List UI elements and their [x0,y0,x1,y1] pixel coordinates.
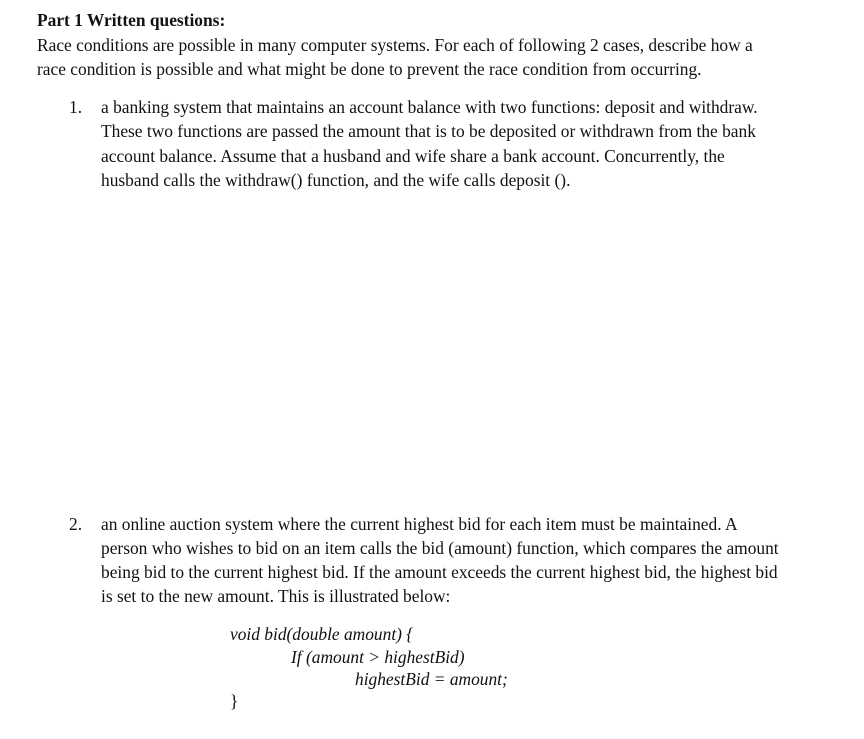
question-1-number: 1. [69,97,83,117]
question-1-line-2: These two functions are passed the amount that is to be deposited or withdrawn from the bank [101,121,756,141]
question-2-line-3: being bid to the current highest bid. If the amount exceeds the current highest bid, the highest bid [101,562,778,582]
question-2-line-2: person who wishes to bid on an item calls the bid (amount) function, which compares the amount [101,538,779,558]
code-closing-brace: } [230,691,239,711]
question-1-line-1: a banking system that maintains an account balance with two functions: deposit and withdraw. [101,97,758,117]
code-condition: If (amount > highestBid) [291,647,465,667]
question-2-line-4: is set to the new amount. This is illustrated below: [101,586,451,606]
question-2-line-1: an online auction system where the current highest bid for each item must be maintained. A [101,514,738,534]
question-2-number: 2. [69,514,83,534]
question-1-line-3: account balance. Assume that a husband and wife share a bank account. Concurrently, the [101,146,725,166]
part-heading: Part 1 Written questions: [37,10,226,30]
intro-line-1: Race conditions are possible in many computer systems. For each of following 2 cases, describe how a [37,35,753,55]
question-1-line-4: husband calls the withdraw() function, and the wife calls deposit (). [101,170,571,190]
code-assignment: highestBid = amount; [355,669,508,689]
intro-line-2: race condition is possible and what might be done to prevent the race condition from occurring. [37,59,702,79]
code-signature: void bid(double amount) { [230,624,414,644]
